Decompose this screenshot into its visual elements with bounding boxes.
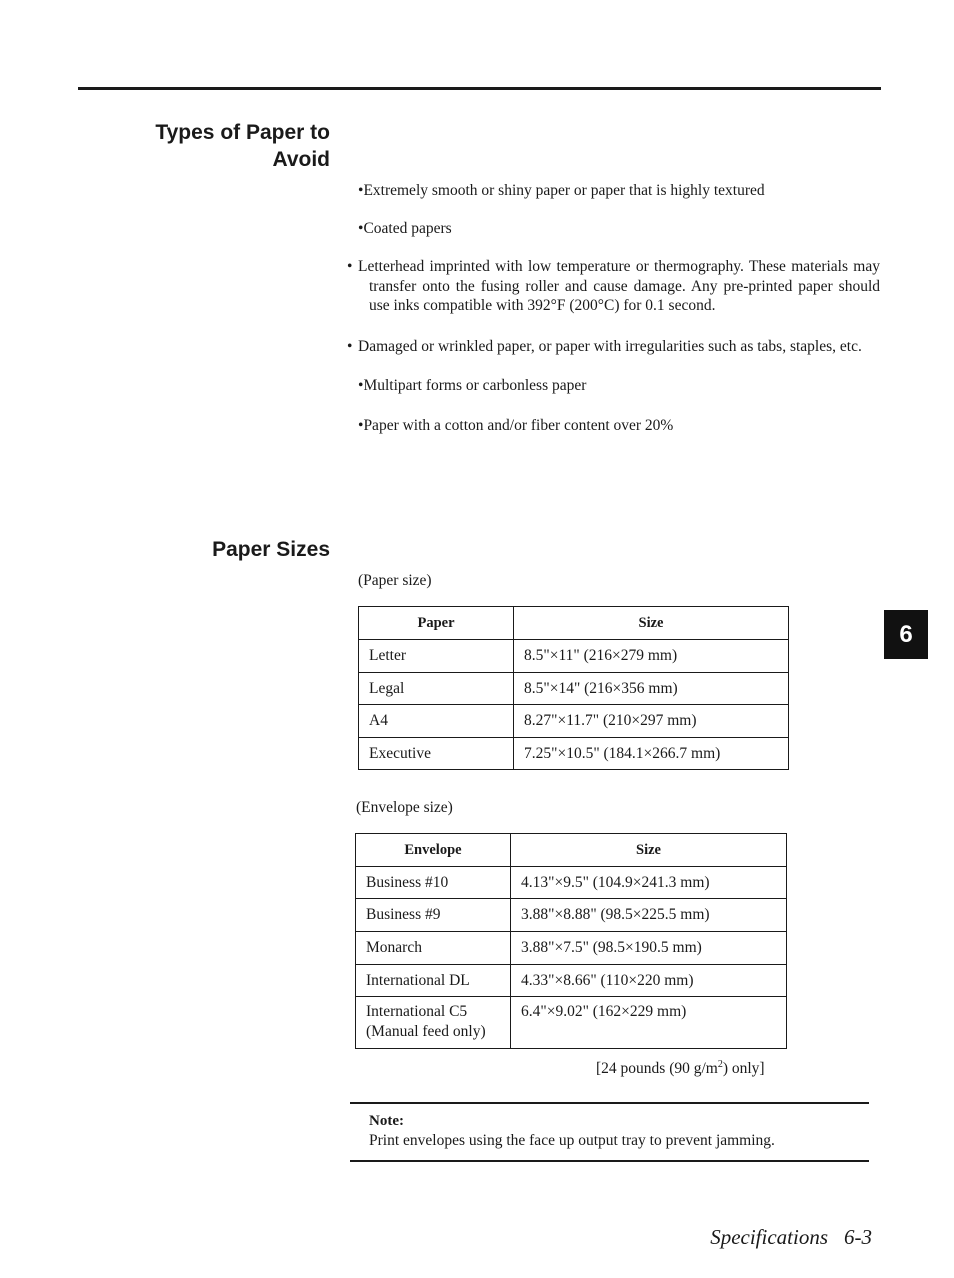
table-row: [356, 899, 787, 932]
table-row: [359, 738, 789, 770]
table-row: [356, 997, 787, 1049]
bullet-icon: •: [358, 219, 364, 237]
table-cell: 6.4"×9.02" (162×229 mm): [511, 997, 787, 1049]
avoid-item: [358, 181, 880, 201]
table-cell: Legal: [359, 673, 514, 705]
table-cell: International DL: [356, 965, 511, 997]
table-cell: Business #9: [356, 899, 511, 932]
table-header-row: [359, 607, 789, 640]
note-text: Print envelopes using the face up output tray to prevent jamming.: [369, 1132, 775, 1149]
table-cell: 4.33"×8.66" (110×220 mm): [511, 965, 787, 997]
top-rule: [78, 87, 881, 90]
avoid-item: [358, 376, 880, 396]
footer-section-name: Specifications: [710, 1225, 828, 1249]
footnote-text: [24 pounds (90 g/m: [596, 1060, 718, 1078]
avoid-item-text: Multipart forms or carbonless paper: [363, 377, 587, 394]
table-cell: 7.25"×10.5" (184.1×266.7 mm): [514, 738, 789, 770]
table-row: [356, 932, 787, 965]
paper-size-caption: (Paper size): [358, 572, 432, 589]
bullet-icon: •: [358, 377, 364, 394]
table-cell: 3.88"×7.5" (98.5×190.5 mm): [511, 932, 787, 965]
table-cell: Letter: [359, 640, 514, 673]
avoid-item-text: Paper with a cotton and/or fiber content over 20%: [363, 416, 674, 434]
table-cell: 8.5"×11" (216×279 mm): [514, 640, 789, 673]
envelope-weight-footnote: [596, 1055, 765, 1079]
chapter-tab: 6: [884, 610, 928, 659]
note-bottom-rule: [350, 1160, 869, 1162]
column-header-envelope: Envelope: [356, 834, 511, 867]
table-cell: International C5 (Manual feed only): [356, 997, 511, 1049]
avoid-heading: [155, 119, 330, 173]
table-cell: 8.5"×14" (216×356 mm): [514, 673, 789, 705]
avoid-item: [358, 219, 880, 239]
avoid-item: • Letterhead imprinted with low temperature or thermography. These materials may transfer onto the fusing roller and cause damage. Any pre-printed paper should use inks compatible with 392°F (200°C) for 0.1 second.: [347, 258, 880, 314]
avoid-item-text: Coated papers: [363, 219, 452, 237]
table-header-row: [356, 834, 787, 867]
avoid-item-text: Letterhead imprinted with low temperature or thermography. These materials may transfer onto the fusing roller and cause damage. Any pre-printed paper should use inks compatible with 392°F (200°C) for 0.1 second.: [358, 258, 880, 314]
page-number: 6-3: [844, 1225, 872, 1249]
table-cell: 4.13"×9.5" (104.9×241.3 mm): [511, 867, 787, 899]
table-cell: Monarch: [356, 932, 511, 965]
column-header-size: Size: [511, 834, 787, 867]
avoid-heading-line2: Avoid: [272, 148, 330, 171]
avoid-item: • Damaged or wrinkled paper, or paper with irregularities such as tabs, staples, etc.: [347, 337, 862, 355]
table-row: [359, 640, 789, 673]
table-cell: Executive: [359, 738, 514, 770]
column-header-size: Size: [514, 607, 789, 640]
bullet-icon: •: [358, 416, 364, 434]
table-cell: Business #10: [356, 867, 511, 899]
envelope-size-caption: (Envelope size): [356, 799, 453, 816]
table-cell: 8.27"×11.7" (210×297 mm): [514, 705, 789, 738]
table-row: [359, 705, 789, 738]
column-header-paper: Paper: [359, 607, 514, 640]
avoid-item: [358, 416, 880, 436]
bullet-icon: •: [358, 182, 364, 199]
avoid-heading-line1: Types of Paper to: [155, 121, 330, 144]
paper-sizes-heading: Paper Sizes: [212, 538, 330, 561]
avoid-item-text: Damaged or wrinkled paper, or paper with irregularities such as tabs, staples, etc.: [358, 337, 862, 355]
note-title: Note:: [369, 1113, 404, 1129]
table-row: [356, 965, 787, 997]
table-row: [356, 867, 787, 899]
table-row: [359, 673, 789, 705]
footnote-superscript: 2: [717, 1059, 723, 1070]
table-cell: 3.88"×8.88" (98.5×225.5 mm): [511, 899, 787, 932]
footnote-text-end: ) only]: [722, 1060, 765, 1078]
page-footer: [710, 1224, 872, 1250]
paper-size-table: [358, 606, 789, 770]
avoid-list: [347, 181, 880, 435]
note-top-rule: [350, 1102, 869, 1104]
table-cell: A4: [359, 705, 514, 738]
envelope-size-table: [355, 833, 787, 1049]
avoid-item-text: Extremely smooth or shiny paper or paper that is highly textured: [363, 182, 765, 199]
